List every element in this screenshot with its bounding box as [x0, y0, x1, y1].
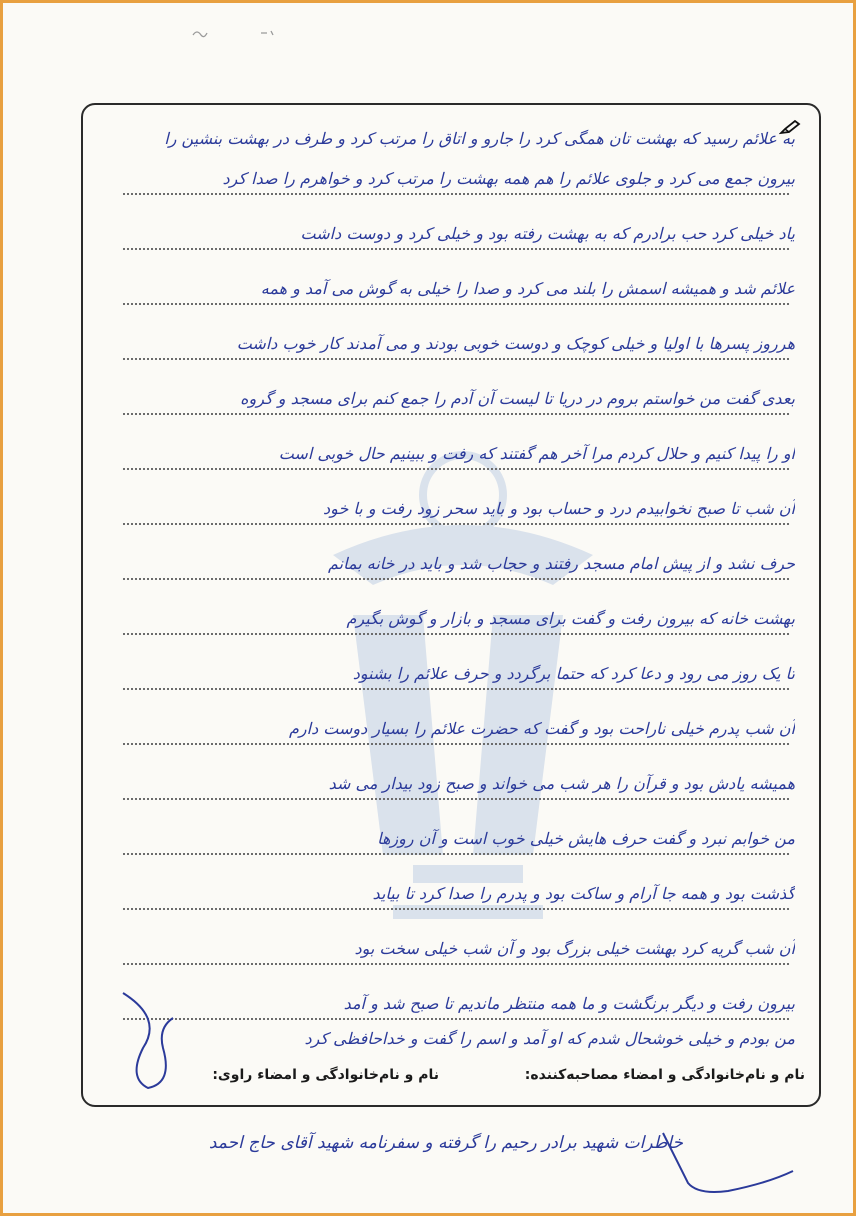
ruled-line	[123, 743, 789, 745]
handwritten-line: بهشت خانه که بیرون رفت و گفت برای مسجد و بازار و گوش بگیرم	[346, 609, 795, 628]
handwritten-line: حرف نشد و از پیش امام مسجد رفتند و حجاب شد و باید در خانه بمانم	[327, 554, 795, 573]
handwritten-line: همیشه یادش بود و قرآن را هر شب می خواند و صبح زود بیدار می شد	[328, 774, 795, 793]
handwritten-line: بعدی گفت من خواستم بروم در دریا تا لیست آن آدم را جمع کنم برای مسجد و گروه	[240, 389, 795, 408]
handwritten-line: بیرون جمع می کرد و جلوی علائم را هم همه بهشت را مرتب کرد و خواهرم را صدا کرد	[222, 169, 795, 188]
ruled-line	[123, 853, 789, 855]
below-frame-note: خاطرات شهید برادر رحیم را گرفته و سفرنامه شهید آقای حاج احمد	[208, 1133, 683, 1153]
ruled-line	[123, 578, 789, 580]
interviewer-signature-label: نام و نام‌خانوادگی و امضاء مصاحبه‌کننده:	[524, 1067, 805, 1083]
handwritten-line: هرروز پسرها با اولیا و خیلی کوچک و دوست خوبی بودند و می آمدند کار خوب داشت	[236, 334, 795, 353]
ruled-line	[123, 468, 789, 470]
top-scrawl-mark	[191, 23, 281, 43]
ruled-line	[123, 193, 789, 195]
ruled-line	[123, 358, 789, 360]
form-frame	[81, 103, 821, 1107]
handwritten-line: علائم شد و همیشه اسمش را بلند می کرد و صدا را خیلی به گوش می آمد و همه	[260, 279, 795, 298]
ruled-line	[123, 688, 789, 690]
handwritten-line: تا یک روز می رود و دعا کرد که حتما برگردد و حرف علائم را بشنود	[352, 664, 795, 683]
ruled-line	[123, 908, 789, 910]
handwritten-line: بیرون رفت و دیگر برنگشت و ما همه منتظر ماندیم تا صبح شد و آمد	[343, 994, 795, 1013]
ruled-line	[123, 1018, 789, 1020]
ruled-line	[123, 633, 789, 635]
handwritten-line: یاد خیلی کرد حب برادرم که به بهشت رفته بود و خیلی کرد و دوست داشت	[300, 224, 795, 243]
ruled-line	[123, 303, 789, 305]
handwritten-line: من خوابم نبرد و گفت حرف هایش خیلی خوب است و آن روزها	[377, 829, 795, 848]
ruled-line	[123, 798, 789, 800]
ruled-line	[123, 413, 789, 415]
handwritten-line: آن شب گریه کرد بهشت خیلی بزرگ بود و آن شب خیلی سخت بود	[354, 939, 795, 958]
handwritten-line: آن شب تا صبح نخوابیدم درد و حساب بود و باید سحر زود رفت و با خود	[323, 499, 795, 518]
ruled-line	[123, 523, 789, 525]
handwritten-line: به علائم رسید که بهشت تان همگی کرد را جارو و اتاق را مرتب کرد و طرف در بهشت بنشین را	[164, 129, 795, 148]
handwritten-line: من بودم و خیلی خوشحال شدم که او آمد و اسم را گفت و خداحافظی کرد	[304, 1029, 795, 1048]
handwritten-line: آن شب پدرم خیلی ناراحت بود و گفت که حضرت علائم را بسیار دوست دارم	[289, 719, 795, 738]
narrator-signature-label: نام و نام‌خانوادگی و امضاء راوی:	[212, 1067, 439, 1083]
ruled-line	[123, 248, 789, 250]
handwritten-line: او را پیدا کنیم و حلال کردم مرا آخر هم گفتند که رفت و ببینیم حال خوبی است	[278, 444, 795, 463]
ruled-line	[123, 963, 789, 965]
narrator-signature	[103, 988, 203, 1098]
handwritten-line: گذشت بود و همه جا آرام و ساکت بود و پدرم را صدا کرد تا بیاید	[372, 884, 795, 903]
